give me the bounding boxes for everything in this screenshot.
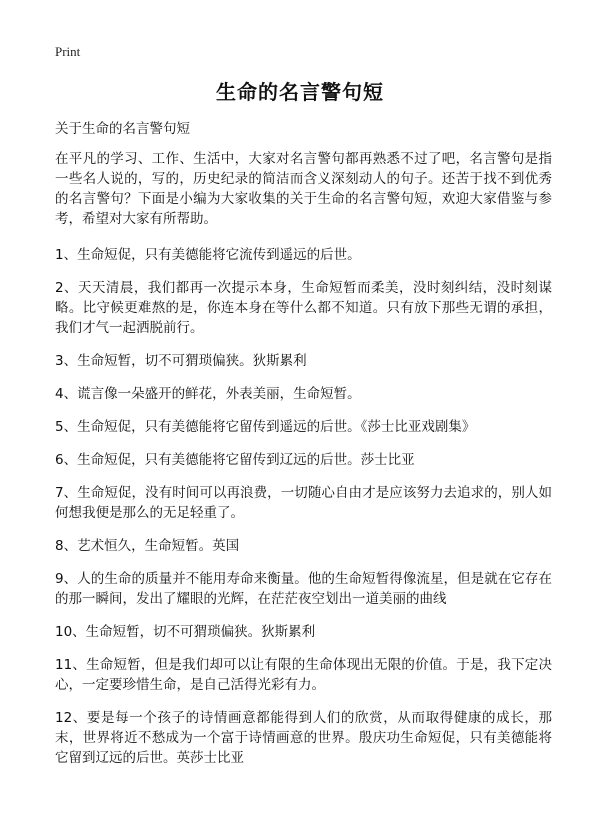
intro-paragraph: 在平凡的学习、工作、生活中，大家对名言警句都再熟悉不过了吧，名言警句是指一些名人说的，写的，历史纪录的简洁而含义深刻动人的句子。还苦于找不到优秀的名言警句？下面是小编为大家收集的关于生命的名言警句短，欢迎大家借鉴与参考，希望对大家有所帮助。: [55, 151, 552, 227]
quote-paragraph: 4、谎言像一朵盛开的鲜花，外表美丽，生命短暂。: [55, 386, 361, 402]
quote-paragraph: 2、天天清晨，我们都再一次提示本身，生命短暂而柔美，没时刻纠结，没时刻谋略。比守候更难熬的是，你连本身在等什么都不知道。只有放下那些无谓的承担，我们才气一起洒脱前行。: [55, 280, 552, 336]
print-link[interactable]: Print: [55, 44, 81, 59]
quote-paragraph: 3、生命短暂，切不可猬琐偏狭。狄斯累利: [55, 353, 307, 369]
quote-paragraph: 5、生命短促，只有美德能将它留传到遥远的后世。《莎士比亚戏剧集》: [55, 419, 476, 435]
quote-paragraph: 7、生命短促，没有时间可以再浪费，一切随心自由才是应该努力去追求的，别人如何想我便是那么的无足轻重了。: [55, 485, 552, 521]
quote-paragraph: 9、人的生命的质量并不能用寿命来衡量。他的生命短暂得像流星，但是就在它存在的那一瞬间，发出了耀眼的光辉，在茫茫夜空划出一道美丽的曲线: [55, 571, 552, 607]
quote-paragraph: 8、艺术恒久，生命短暂。英国: [55, 538, 240, 554]
quote-paragraph: 6、生命短促，只有美德能将它留传到辽远的后世。莎士比亚: [55, 452, 415, 468]
quote-paragraph: 11、生命短暂，但是我们却可以让有限的生命体现出无限的价值。于是，我下定决心，一定要珍惜生命，是自己活得光彩有力。: [55, 657, 552, 693]
quote-paragraph: 10、生命短暂，切不可猬琐偏狭。狄斯累利: [55, 624, 316, 640]
quote-paragraph: 1、生命短促，只有美德能将它流传到遥远的后世。: [55, 247, 361, 263]
article-body: [55, 149, 552, 781]
quote-paragraph: 12、要是每一个孩子的诗情画意都能得到人们的欣赏，从而取得健康的成长，那末，世界将近不愁成为一个富于诗情画意的世界。殷庆功生命短促，只有美德能将它留到辽远的后世。英莎士比亚: [55, 710, 552, 766]
page-title: 生命的名言警句短: [216, 80, 384, 104]
page-subtitle: 关于生命的名言警句短: [55, 121, 190, 137]
